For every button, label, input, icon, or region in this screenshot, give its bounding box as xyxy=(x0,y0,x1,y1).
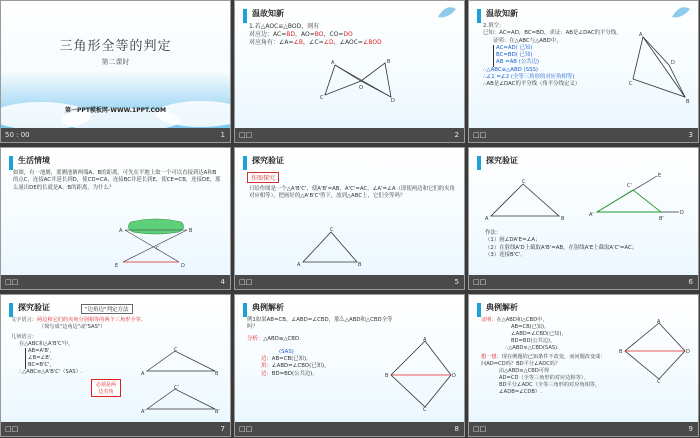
svg-text:C: C xyxy=(156,246,160,252)
presentation-subtitle: 第二课时 xyxy=(101,58,130,66)
angle-1: 角：∠ABD=∠CBD(已知)， xyxy=(261,363,330,370)
svg-text:C: C xyxy=(330,227,334,233)
given-line: 已知：AC=AD，BC=BD，求证：AB是∠DAC的平分线。 xyxy=(483,30,622,37)
svg-text:O: O xyxy=(359,85,363,91)
svg-text:B: B xyxy=(215,371,219,377)
svg-text:B: B xyxy=(619,349,623,355)
result-line-2: ∴∠1 =∠2 (全等三角形的对应角相等) xyxy=(483,74,575,81)
sas-method-box: "边角边"判定方法 xyxy=(81,304,133,314)
heading-accent-bar xyxy=(243,303,247,317)
slide-status-bar xyxy=(469,422,698,436)
svg-text:B: B xyxy=(387,59,391,65)
step-item: （1）画∠DA'E=∠A； xyxy=(485,237,541,244)
slide-label: □□ xyxy=(239,278,253,286)
slide-number: 5 xyxy=(454,278,459,286)
condition-1: AC=AD( 已知) xyxy=(496,44,533,51)
slide-number: 1 xyxy=(220,131,225,139)
svg-text:C: C xyxy=(629,81,633,87)
in-triangles: 在△ABC和△A'B'C'中， xyxy=(19,341,74,348)
geometry-language-label: 几何语言： xyxy=(11,334,37,341)
svg-text:C: C xyxy=(174,347,178,353)
svg-text:C: C xyxy=(522,179,526,185)
slide-number: 3 xyxy=(688,131,693,139)
svg-text:A': A' xyxy=(589,212,594,218)
svg-text:B: B xyxy=(686,99,690,105)
slide-status-bar xyxy=(235,275,464,289)
slide-label: □□ xyxy=(5,425,19,433)
heading-accent-bar xyxy=(243,156,247,170)
slide-status-bar xyxy=(1,275,230,289)
slide-status-bar xyxy=(235,128,464,142)
condition-2: BC=BD( 已知) xyxy=(496,52,533,59)
slide-label: □□ xyxy=(5,278,19,286)
slide-status-bar xyxy=(235,422,464,436)
svg-text:A: A xyxy=(423,337,427,343)
activity-text: 只给作图是一个△A'B'C'，使A'B'=AB，A'C'=AC，∠A'=∠A（即使两边和它们的夹角对应相等），把画好的△A'B'C'剪下，放到△ABC上，它们全等吗？ xyxy=(249,186,455,200)
slide-thumbnail-1[interactable] xyxy=(0,0,231,143)
slide-heading: 探究验证 xyxy=(252,156,284,165)
svg-text:A: A xyxy=(485,216,489,222)
step-item: （3）连接B'C'。 xyxy=(485,251,526,258)
presentation-title: 三角形全等的判定 xyxy=(59,39,172,54)
svg-text:D: D xyxy=(680,210,684,216)
sas-conclusion: ∴△ABC≌△A'B'C'（SAS）. xyxy=(19,369,83,376)
slide-status-bar xyxy=(1,128,230,142)
abbr-note: （简写成"边角边"或"SAS"） xyxy=(39,324,106,331)
example-question: 例1如果AB=CB，∠ABD=∠CBD，那么△ABD和△CBD全等吗？ xyxy=(247,317,393,331)
step-item: （2）在射线A'D上截取A'B'=AB，在射线A'E上截取A'C'=AC； xyxy=(485,244,638,251)
text-language: 文字语言：两边和它们的夹角分别相等的两个三角形全等。 xyxy=(11,317,146,323)
triangle-abc-figure xyxy=(295,228,365,268)
result-line-1: ∴△ABC≌△ABD (SSS) xyxy=(483,66,539,73)
new-question: 问AD=CD吗？BD平分∠ADC吗？ xyxy=(481,361,561,368)
slide-number: 9 xyxy=(688,425,693,433)
svg-text:A: A xyxy=(331,60,335,66)
included-angle-note: 必须是两边夹角 xyxy=(91,379,121,397)
svg-text:B: B xyxy=(385,373,389,379)
leaf-decoration-icon xyxy=(436,5,458,19)
slide-thumbnail-5[interactable] xyxy=(234,147,465,290)
svg-text:D: D xyxy=(391,98,395,104)
svg-text:C': C' xyxy=(174,385,179,391)
svg-text:D: D xyxy=(671,60,675,66)
slide-heading: 典例解析 xyxy=(486,303,518,312)
side-2: 边：BD=BD(公共边)。 xyxy=(261,370,318,377)
kite-abcd-figure xyxy=(619,319,693,383)
slide-number: 2 xyxy=(454,131,459,139)
result-line-3: ∴AB是∠DAC的平分线（角平分线定义） xyxy=(483,81,581,88)
svg-text:E: E xyxy=(115,263,119,269)
proof-line: 证明：在△ABD和△CBD中， xyxy=(481,317,548,323)
slide-label: □□ xyxy=(473,131,487,139)
heading-accent-bar xyxy=(477,9,481,23)
svg-text:A: A xyxy=(639,32,643,38)
svg-text:B: B xyxy=(561,216,565,222)
heading-accent-bar xyxy=(243,9,247,23)
svg-text:A': A' xyxy=(141,409,146,415)
sas-label: (SAS) xyxy=(279,348,294,355)
slide-heading: 温故知新 xyxy=(486,9,518,18)
timer-label: 50 : 00 xyxy=(5,131,30,139)
construction-figure xyxy=(587,172,687,222)
slide-status-bar xyxy=(469,275,698,289)
slide-thumbnail-3[interactable] xyxy=(468,0,699,143)
problem-text: 如图，有一池塘，要测池塘两端A、B的距离，可先在平地上取一个可以直接到达A和B的点C，连接AC并延长到D，使CD=CA，连接BC并延长到E，使CE=CB，连接DE，那么量出DE的长就是A、B的距离，为什么？ xyxy=(13,170,221,191)
svg-text:D: D xyxy=(686,349,690,355)
slide-heading: 生活情境 xyxy=(18,156,50,165)
sides-line: 对应边：AC=BD，AO=BO，CO=DO xyxy=(249,31,353,39)
slide-heading: 探究验证 xyxy=(486,156,518,165)
svg-text:B: B xyxy=(358,262,362,268)
slide-thumbnail-4[interactable] xyxy=(0,147,231,290)
svg-text:A: A xyxy=(297,262,301,268)
heading-accent-bar xyxy=(9,303,13,317)
sky-cloud-decoration xyxy=(1,68,231,128)
proof-conclusion: ∴△ABD≌△CBD(SAS). xyxy=(505,345,559,352)
triangles-figure xyxy=(315,57,405,103)
slide-thumbnail-7[interactable] xyxy=(0,294,231,437)
slide-thumbnail-2[interactable] xyxy=(234,0,465,143)
slide-number: 7 xyxy=(220,425,225,433)
leaf-decoration-icon xyxy=(670,5,692,19)
slide-label: □□ xyxy=(239,131,253,139)
slide-status-bar xyxy=(1,422,230,436)
steps-list xyxy=(485,230,695,259)
slide-number: 6 xyxy=(688,278,693,286)
analysis-line: 分析：△ABD≌△CBD. xyxy=(247,335,301,342)
angles-line: 对应角有：∠A=∠B，∠C=∠D，∠AOC=∠BOD xyxy=(249,39,382,47)
heading-accent-bar xyxy=(477,303,481,317)
svg-text:C': C' xyxy=(627,183,632,189)
conditions-brace: AB=A'B'， ∠B=∠B'， BC=B'C'， xyxy=(25,348,223,369)
pond-figure xyxy=(101,218,211,270)
slide-label: □□ xyxy=(473,425,487,433)
side-1: 边：AB=CB(已知)， xyxy=(261,356,312,363)
heading-accent-bar xyxy=(9,156,13,170)
svg-text:A: A xyxy=(119,228,123,234)
svg-text:E: E xyxy=(658,173,662,179)
svg-text:B': B' xyxy=(215,409,220,415)
triangle-a-prime-figure xyxy=(141,387,221,413)
slide-thumbnail-6[interactable] xyxy=(468,147,699,290)
heading-accent-bar xyxy=(477,156,481,170)
svg-text:C: C xyxy=(423,407,427,413)
think-line: 想一想：现在例题的已知条件不改变，而问题改变成： xyxy=(481,354,606,361)
svg-text:B: B xyxy=(189,228,193,234)
slide-heading: 温故知新 xyxy=(252,9,284,18)
slide-heading: 探究验证 xyxy=(18,303,50,312)
slide-number: 4 xyxy=(220,278,225,286)
triangle-abc-figure xyxy=(483,176,573,224)
kite-abcd-figure xyxy=(385,337,457,411)
svg-text:B': B' xyxy=(659,216,664,222)
slide-thumbnail-8[interactable] xyxy=(234,294,465,437)
slide-number: 8 xyxy=(454,425,459,433)
slide-label: □□ xyxy=(239,425,253,433)
svg-text:D: D xyxy=(452,373,456,379)
kite-figure xyxy=(629,31,693,105)
svg-text:C: C xyxy=(657,379,661,385)
slide-thumbnail-9[interactable]: 典例解析 证明：在△ABD和△CBD中， AB=CB(已知)， ∠ABD=∠CBD(已知)， BD=BD(公共边)， ∴△ABD≌△CBD(SAS). 想一想：现在例题的已知条件不改变，而问题改变成： 问AD=CD吗？BD平分∠ADC吗？ 由△ABD≌△CBD可得 AD=CD（全等三角形的对应边相等）， BD平分∠ADC（全等三角形的对应角相等，∠ADB=∠CDB）. A B C D □□ 9 xyxy=(468,294,699,437)
fill-in-label: 2.填空： xyxy=(483,23,505,29)
slide-heading: 典例解析 xyxy=(252,303,284,312)
activity-tag: 作图探究 xyxy=(247,172,279,183)
condition-3: AB =AB (公共边) xyxy=(496,59,540,66)
svg-text:C: C xyxy=(320,95,324,101)
proof-intro: 证明：在△ABC与△ABD中， xyxy=(493,37,562,44)
step-item: 作法： xyxy=(485,230,502,236)
svg-text:A: A xyxy=(141,371,145,377)
triangle-abc-figure xyxy=(141,349,221,375)
slide-label: □□ xyxy=(473,278,487,286)
template-footer: 第一PPT模板网-WWW.1PPT.COM xyxy=(65,107,166,114)
question-line: 1.若△AOC≌△BOD，则有 xyxy=(249,23,320,30)
svg-text:D: D xyxy=(181,263,185,269)
svg-text:A: A xyxy=(657,319,661,325)
slide-status-bar xyxy=(469,128,698,142)
